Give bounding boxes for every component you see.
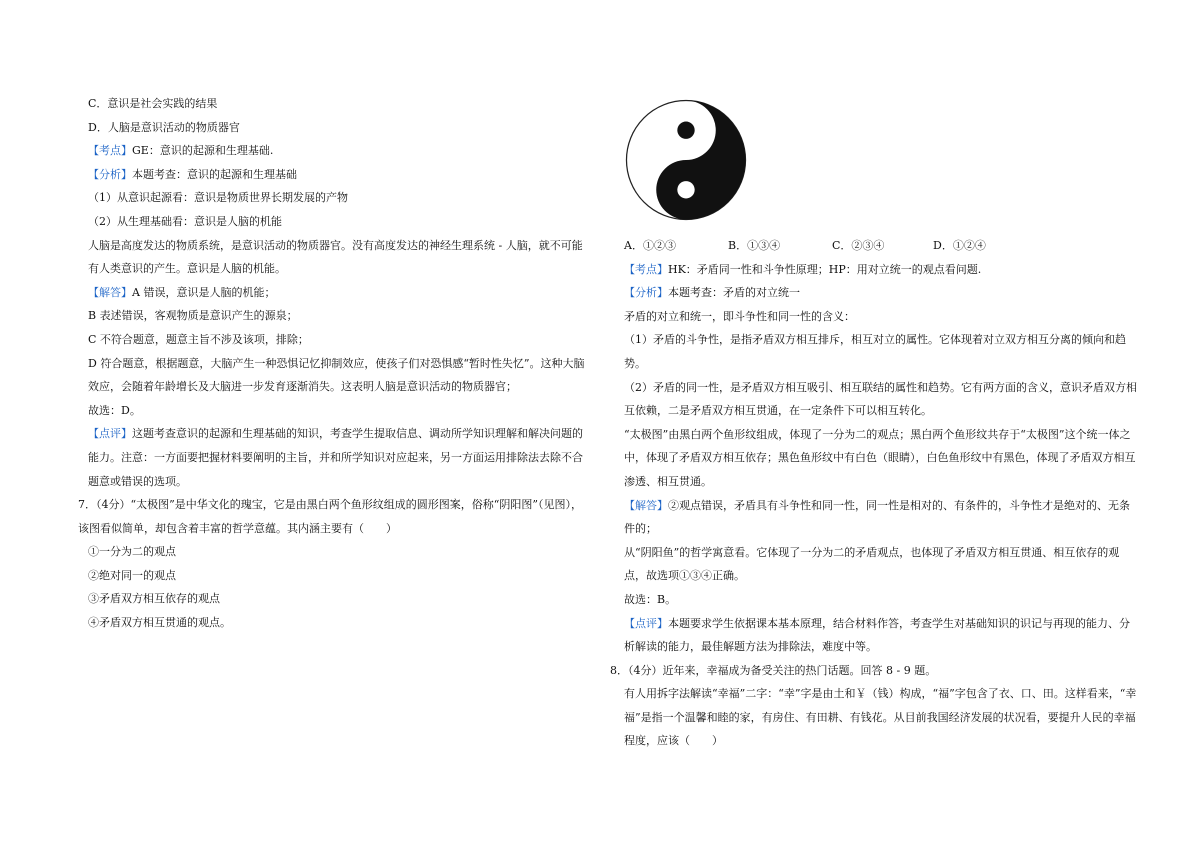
q7-option-c: C．②③④ bbox=[832, 239, 885, 252]
jieda-text: ②观点错误，矛盾具有斗争性和同一性，同一性是相对的、有条件的，斗争性才是绝对的、无条件的； bbox=[624, 498, 1130, 536]
q7-dianping bbox=[624, 612, 1139, 659]
q7-fenxi bbox=[624, 281, 1139, 305]
dianping-text: 本题要求学生依据课本基本原理，结合材料作答，考查学生对基础知识的识记与再现的能力、分析解读的能力，最佳解题方法为排除法，难度中等。 bbox=[624, 616, 1130, 654]
q6-fenxi-point-1: （1）从意识起源看：意识是物质世界长期发展的产物 bbox=[88, 191, 348, 205]
q7-option-d: D．①②④ bbox=[933, 239, 986, 252]
q6-kaodian bbox=[78, 139, 588, 163]
right-column bbox=[610, 92, 1139, 753]
q7-item-1: ①一分为二的观点 bbox=[88, 545, 176, 559]
q6-option-d: D．人脑是意识活动的物质器官 bbox=[88, 120, 240, 134]
q7-option-b: B．①③④ bbox=[728, 239, 781, 252]
q6-answer: 故选：D。 bbox=[88, 403, 141, 417]
kaodian-tag: 【考点】 bbox=[624, 262, 668, 276]
q7-fenxi-point-2: （1）矛盾的斗争性，是指矛盾双方相互排斥，相互对立的属性。它体现着对立双方相互分离的倾向和趋势。 bbox=[624, 333, 1126, 370]
jieda-tag: 【解答】 bbox=[624, 498, 668, 512]
q7-jieda bbox=[624, 494, 1139, 541]
q7-fenxi-point-1: 矛盾的对立和统一，即斗争性和同一性的含义： bbox=[624, 309, 855, 323]
q7-item-2: ②绝对同一的观点 bbox=[88, 568, 176, 582]
q7-jieda-paragraph: 从“阴阳鱼”的哲学寓意看。它体现了一分为二的矛盾观点，也体现了矛盾双方相互贯通、相互依存的观点，故选项①③④正确。 bbox=[624, 545, 1120, 583]
left-column bbox=[78, 92, 588, 635]
q7-stem: 7．（4分）“太极图”是中华文化的瑰宝，它是由黑白两个鱼形纹组成的圆形图案，俗称“阴阳图”（见图），该图看似简单，却包含着丰富的哲学意蕴。其内涵主要有（ ） bbox=[78, 498, 582, 535]
q7-options bbox=[624, 234, 1139, 258]
dianping-tag: 【点评】 bbox=[624, 616, 668, 630]
q6-jieda-b: B 表述错误，客观物质是意识产生的源泉； bbox=[88, 309, 298, 323]
q7-item-3: ③矛盾双方相互依存的观点 bbox=[88, 592, 220, 606]
kaodian-text: HK：矛盾同一性和斗争性原理；HP：用对立统一的观点看问题. bbox=[668, 262, 982, 276]
q6-jieda bbox=[78, 281, 588, 305]
q7-item-4: ④矛盾双方相互贯通的观点。 bbox=[88, 616, 231, 630]
q7-kaodian bbox=[624, 258, 1139, 282]
q6-fenxi-paragraph: 人脑是高度发达的物质系统，是意识活动的物质器官。没有高度发达的神经生理系统 - 人脑，就不可能有人类意识的产生。意识是人脑的机能。 bbox=[88, 238, 583, 276]
q6-jieda-c: C 不符合题意，题意主旨不涉及该项，排除； bbox=[88, 332, 309, 346]
q8-stem: 8．（4分）近年来，幸福成为备受关注的热门话题。回答 8 - 9 题。 bbox=[610, 663, 937, 677]
q6-option-c: C．意识是社会实践的结果 bbox=[88, 97, 218, 110]
q6-dianping bbox=[78, 422, 588, 493]
fenxi-tag: 【分析】 bbox=[624, 286, 668, 300]
q7-fenxi-point-4: “太极图”由黑白两个鱼形纹组成，体现了一分为二的观点；黑白两个鱼形纹共存于“太极图”这个统一体之中，体现了矛盾双方相互依存；黑色鱼形纹中有白色（眼睛），白色鱼形纹中有黑色，体现了矛盾双方相互渗透、相互贯通。 bbox=[624, 427, 1136, 488]
jieda-text: A 错误，意识是人脑的机能； bbox=[132, 285, 276, 299]
yinyang-figure bbox=[624, 98, 748, 222]
yinyang-white-dot bbox=[677, 181, 694, 198]
kaodian-text: GE：意识的起源和生理基础. bbox=[132, 144, 274, 158]
dianping-text: 这题考查意识的起源和生理基础的知识，考查学生提取信息、调动所学知识理解和解决问题的能力。注意：一方面要把握材料要阐明的主旨，并和所学知识对应起来，另一方面运用排除法去除不合题意或错误的选项。 bbox=[88, 427, 583, 488]
q8-paragraph: 有人用拆字法解读“幸福”二字：“幸”字是由土和￥（钱）构成，“福”字包含了衣、口、田。这样看来，“幸福”是指一个温馨和睦的家，有房住、有田耕、有钱花。从目前我国经济发展的状况看，要提升人民的幸福程度，应该（ ） bbox=[624, 687, 1137, 748]
q6-fenxi bbox=[78, 163, 588, 187]
fenxi-tag: 【分析】 bbox=[88, 167, 132, 181]
q7-answer: 故选：B。 bbox=[624, 592, 677, 606]
dianping-tag: 【点评】 bbox=[88, 427, 132, 441]
jieda-tag: 【解答】 bbox=[88, 285, 132, 299]
fenxi-text: 本题考查：意识的起源和生理基础 bbox=[132, 167, 297, 181]
q6-fenxi-point-2: （2）从生理基础看：意识是人脑的机能 bbox=[88, 214, 282, 228]
kaodian-tag: 【考点】 bbox=[88, 144, 132, 158]
yinyang-black-dot bbox=[677, 122, 694, 139]
fenxi-text: 本题考查：矛盾的对立统一 bbox=[668, 286, 800, 300]
q7-option-a: A．①②③ bbox=[624, 239, 676, 252]
q6-jieda-d: D 符合题意，根据题意，大脑产生一种恐惧记忆抑制效应，使孩子们对恐惧感“暂时性失忆”。这种大脑效应，会随着年龄增长及大脑进一步发育逐渐消失。这表明人脑是意识活动的物质器官； bbox=[88, 356, 585, 394]
q7-fenxi-point-3: （2）矛盾的同一性，是矛盾双方相互吸引、相互联结的属性和趋势。它有两方面的含义，意识矛盾双方相互依赖，二是矛盾双方相互贯通，在一定条件下可以相互转化。 bbox=[624, 380, 1137, 418]
